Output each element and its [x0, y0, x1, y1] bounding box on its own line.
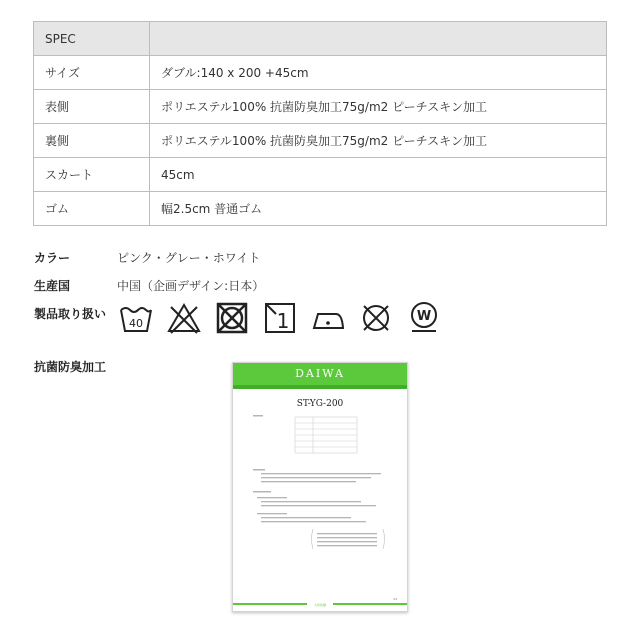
line-dry-icon: [262, 300, 298, 336]
spec-header-cell: SPEC: [34, 22, 150, 56]
spec-table: [33, 21, 607, 226]
spec-row-label: スカート: [34, 158, 150, 192]
certificate-subbanner: [233, 385, 407, 389]
wash-40-icon: [118, 300, 154, 336]
spec-table-header-row: [34, 22, 607, 56]
certificate-brand: DAIWA: [233, 363, 407, 385]
certificate-body: [233, 409, 407, 579]
spec-row-label: 裏側: [34, 124, 150, 158]
wet-clean-icon: [406, 300, 442, 336]
color-label: カラー: [34, 251, 71, 265]
antibacterial-certificate-image: [232, 362, 408, 612]
wash-temp-text: 40: [129, 317, 143, 330]
spec-row-front: [34, 90, 607, 124]
certificate-footer-label: 大和紡績: [307, 602, 333, 608]
certificate-title: ST-YG-200: [296, 399, 344, 409]
spec-header-empty-cell: [150, 22, 607, 56]
spec-row-skirt: [34, 158, 607, 192]
care-label: 製品取り扱い: [34, 307, 107, 321]
spec-row-value: 幅2.5cm 普通ゴム: [150, 192, 607, 226]
spec-row-label: 表側: [34, 90, 150, 124]
spec-row-value: ダブル:140 x 200 +45cm: [150, 56, 607, 90]
care-icons: [118, 300, 442, 336]
iron-low-icon: [310, 300, 346, 336]
spec-row-label: ゴム: [34, 192, 150, 226]
spec-row-label: サイズ: [34, 56, 150, 90]
no-dry-clean-icon: [358, 300, 394, 336]
certificate-page-number: 13: [393, 597, 397, 601]
spec-row-elastic: [34, 192, 607, 226]
wet-clean-text: W: [416, 309, 432, 324]
spec-row-value: ポリエステル100% 抗菌防臭加工75g/m2 ピーチスキン加工: [150, 90, 607, 124]
no-tumble-dry-icon: [214, 300, 250, 336]
line-dry-text: 1: [276, 309, 290, 333]
spec-row-size: [34, 56, 607, 90]
no-bleach-icon: [166, 300, 202, 336]
color-value: ピンク・グレー・ホワイト: [117, 251, 261, 265]
origin-value: 中国（企画デザイン:日本）: [117, 279, 265, 293]
spec-row-value: 45cm: [150, 158, 607, 192]
origin-label: 生産国: [34, 279, 71, 293]
antibac-label: 抗菌防臭加工: [34, 360, 107, 374]
spec-row-value: ポリエステル100% 抗菌防臭加工75g/m2 ピーチスキン加工: [150, 124, 607, 158]
spec-row-back: [34, 124, 607, 158]
